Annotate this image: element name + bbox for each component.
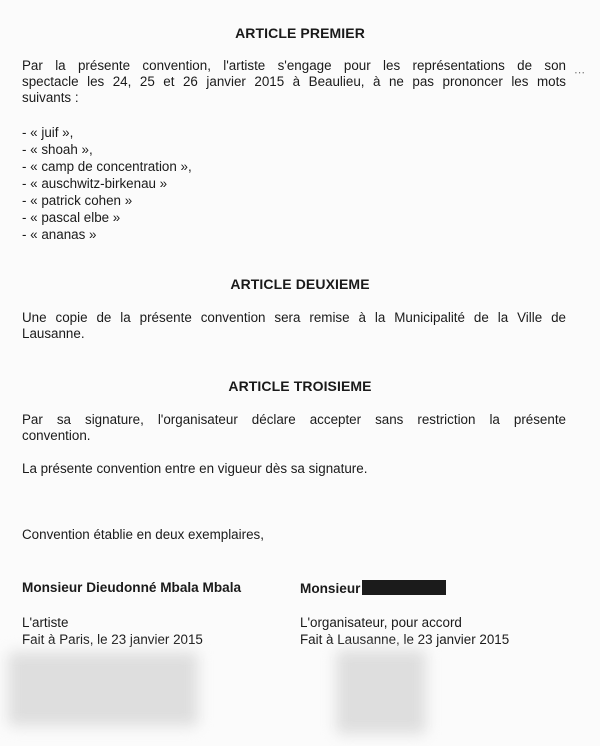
- organizer-role: L'organisateur, pour accord: [300, 615, 462, 630]
- list-item: - « shoah »,: [22, 142, 93, 157]
- article-troisieme-text: [22, 412, 566, 444]
- article-premier-line-1: Par la présente convention, l'artiste s'engage pour les représentations de son: [22, 58, 566, 73]
- blurred-artist-signature: [8, 652, 198, 726]
- article-premier-line-2: spectacle les 24, 25 et 26 janvier 2015 à Beaulieu, à ne pas prononcer les mots: [22, 74, 566, 89]
- forbidden-words-list: [22, 124, 192, 243]
- article-premier-line-3: suivants :: [22, 90, 79, 105]
- article-troisieme-heading: ARTICLE TROISIEME: [228, 378, 372, 394]
- artist-role: L'artiste: [22, 615, 69, 630]
- blurred-organizer-signature: [336, 650, 426, 734]
- organizer-name: Monsieur: [300, 581, 361, 596]
- organizer-name-block: [300, 580, 446, 596]
- redaction-bar: [362, 580, 446, 595]
- artist-place-date: Fait à Paris, le 23 janvier 2015: [22, 632, 203, 647]
- list-item: - « auschwitz-birkenau »: [22, 176, 168, 191]
- article-troisieme-line-2: convention.: [22, 428, 91, 443]
- list-item: - « juif »,: [22, 125, 74, 140]
- organizer-place-date: Fait à Lausanne, le 23 janvier 2015: [300, 632, 510, 647]
- list-item: - « ananas »: [22, 227, 97, 242]
- article-premier-heading: ARTICLE PREMIER: [235, 25, 365, 41]
- list-item: - « camp de concentration »,: [22, 159, 192, 174]
- article-troisieme-line-1: Par sa signature, l'organisateur déclare accepter sans restriction la présente: [22, 412, 566, 427]
- validity-text: La présente convention entre en vigueur dès sa signature.: [22, 461, 368, 476]
- closing-text: Convention établie en deux exemplaires,: [22, 527, 264, 542]
- article-deuxieme-text: [22, 310, 566, 342]
- article-deuxieme-line-2: Lausanne.: [22, 326, 85, 341]
- article-premier-text: [22, 58, 566, 106]
- list-item: - « pascal elbe »: [22, 210, 121, 225]
- article-deuxieme-line-1: Une copie de la présente convention sera remise à la Municipalité de la Ville de: [22, 310, 566, 325]
- article-deuxieme-heading: ARTICLE DEUXIEME: [230, 276, 370, 292]
- artist-name: Monsieur Dieudonné Mbala Mbala: [22, 580, 242, 595]
- scan-artifact: ⋯: [574, 67, 585, 79]
- list-item: - « patrick cohen »: [22, 193, 133, 208]
